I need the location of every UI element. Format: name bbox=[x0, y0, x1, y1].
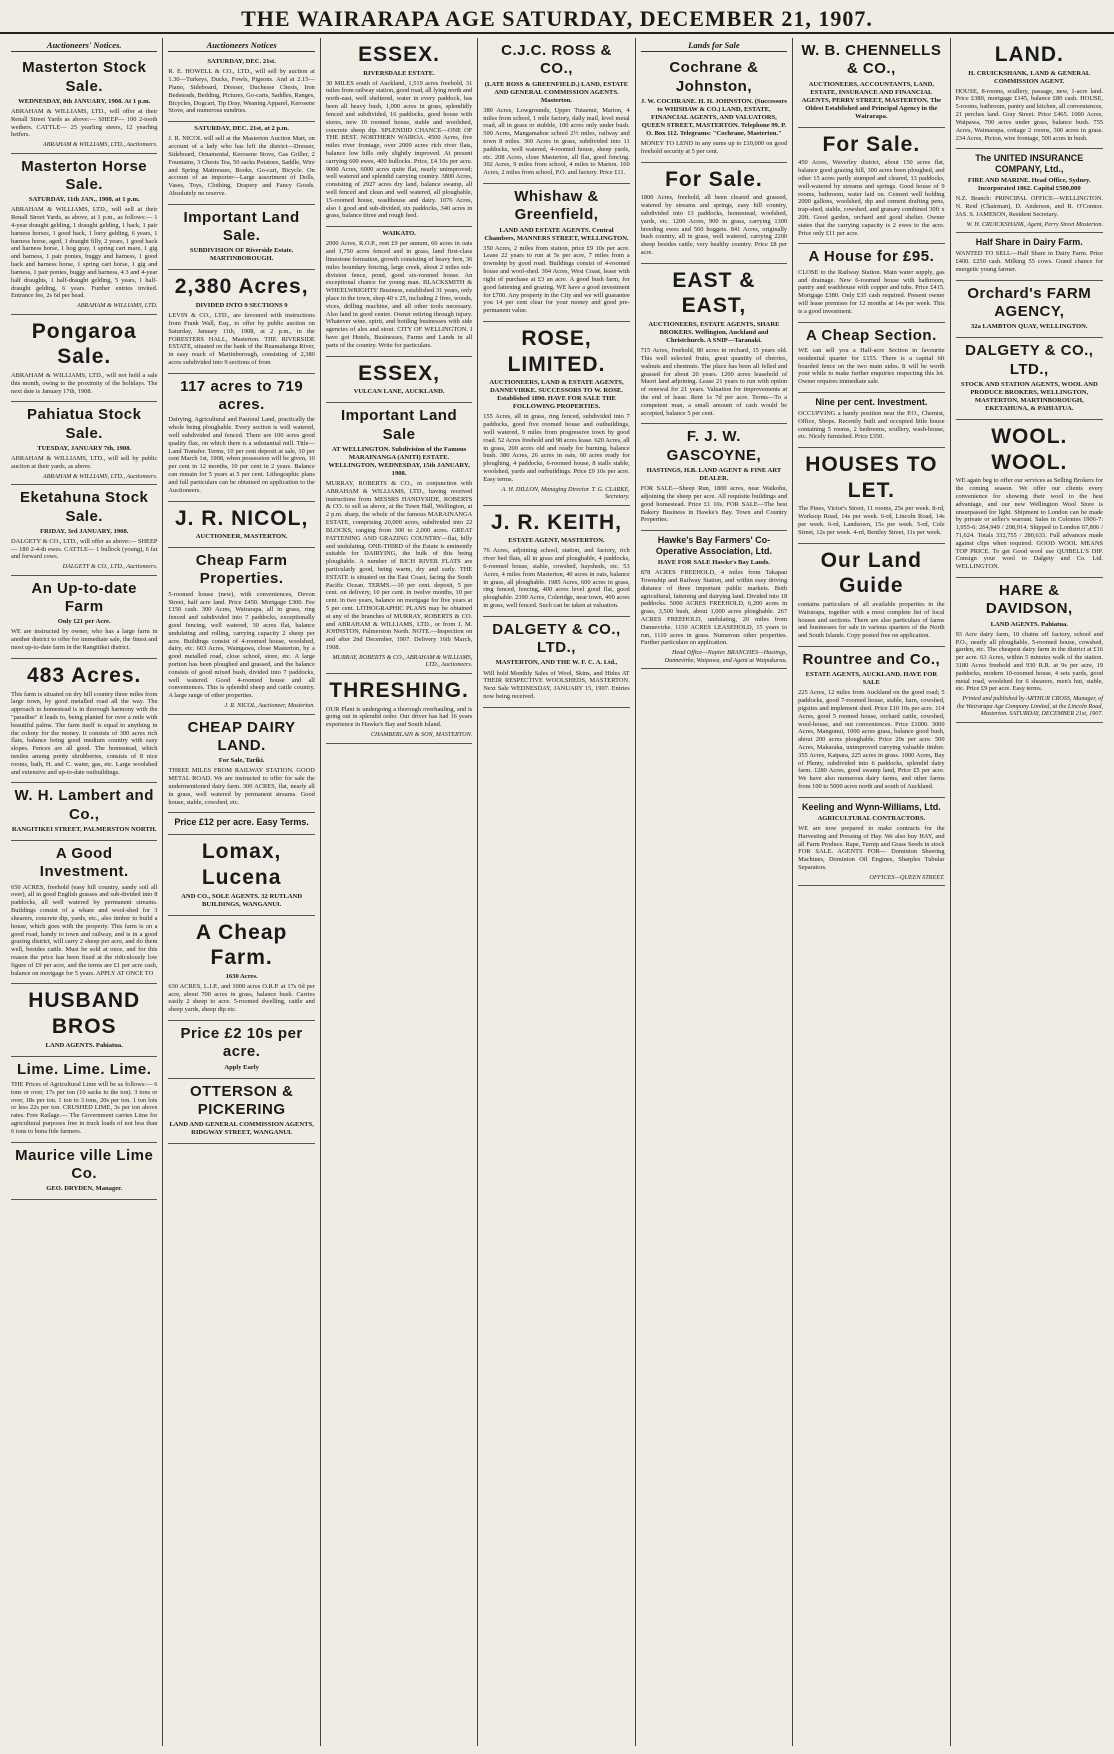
ad-body: 1800 Acres, freehold, all been cleared and grassed, watered by streams and springs, easy hill country, subdivided into 13 paddocks, homestead, woolshed, yards, etc. 1200 Acres, 900 in grass, carrying 1300 breeding ewes and 560 hoggets. 841 Acres, originally bush country, all in grass, well watered, carrying 2200 sheep besides cattle, very healthy country. Price £8 per acre. bbox=[640, 194, 788, 257]
ad-title: For Sale. bbox=[822, 132, 921, 156]
ad-title: HARE & DAVIDSON, bbox=[985, 582, 1073, 618]
ad-subtitle: ESTATE AGENTS, AUCKLAND. HAVE FOR SALE bbox=[805, 671, 938, 687]
ad-title: Lime. Lime. Lime. bbox=[17, 1060, 152, 1078]
ad-body: 155 Acres, all in grass, ring fenced, subdivided into 7 paddocks, good five roomed house and outbuildings, well watered, 9 miles from progressive town by good road. 52 Acres freehold and 98 acres lease. 620 Acres, all in grass, 200 acres old and ready for burning, balance bush. 380 Acres, 26 acres in oats, 60 acres ready for ploughing, 4 paddocks, 6-roomed house, 8 stalls stable, woolshed, yards and outbuildings. Price £9 10s per acre. Easy terms. bbox=[483, 413, 630, 483]
ad-subtitle: STOCK AND STATION AGENTS, WOOL AND PRODUCE BROKERS, WELLINGTON, MASTERTON, MARTINBOROUGH, EKETAHUNA, & PAHIATUA. bbox=[960, 380, 1098, 413]
ad-title: THRESHING. bbox=[329, 679, 469, 703]
advertisement bbox=[956, 233, 1103, 280]
advertisement bbox=[483, 184, 629, 322]
ad-signature: MURRAY, ROBERTS & CO., ABRAHAM & WILLIAMS, LTD., Auctioneers. bbox=[332, 653, 473, 669]
ad-signature: ABRAHAM & WILLIAMS, LTD., Auctioneers. bbox=[42, 141, 158, 149]
advertisement bbox=[168, 835, 314, 915]
ad-signature: Head Office—Napier. BRANCHES—Hastings, Dannevirke, Waipawa, and Agent at Waipukurau. bbox=[664, 649, 788, 664]
advertisement bbox=[956, 281, 1103, 339]
advertisement bbox=[168, 548, 314, 715]
ad-title: Important Land Sale. bbox=[183, 208, 300, 245]
ad-title: Nine per cent. Investment. bbox=[815, 397, 928, 408]
advertisement bbox=[798, 393, 944, 448]
column-3 bbox=[321, 38, 478, 1746]
ad-subtitle: FIRE AND MARINE. Head Office, Sydney. Incorporated 1862. Capital £500,000 bbox=[967, 177, 1091, 193]
ad-signature: ABRAHAM & WILLIAMS, LTD., Auctioneers. bbox=[42, 472, 158, 480]
ad-subtitle: (LATE ROSS & GREENFIELD.) LAND, ESTATE AND GENERAL COMMISSION AGENTS. Masterton. bbox=[484, 80, 629, 104]
ad-body: This farm is situated on dry hill country three miles from large town, by good metalled road all the way. The approach to homestead is in thorough harmony with the "paradise" it leads to, being planted for over a mile with beautiful palms. The farm itself is equal to anything in the colony for the money. It consists of 300 acres rich flats, balance being good medium country with easy slopes. Fences are all good. The homestead, which nestles among pretty shrubberies, consists of 8 nice rooms, bath, H. and C. water, gas, etc. Large woolshed and extensive and up-to-date outbuildings. bbox=[11, 690, 158, 776]
ad-body: MURRAY, ROBERTS & CO., in conjunction with ABRAHAM & WILLIAMS, LTD., having received instructions from MESSRS HANDYSIDE, ROBERTS & CO. to sell as above, at the Town Hall, Wellington, at 2 p.m. sharp, the whole of the famous MARAINANGA ESTATE, comprising 20,000 acres, subdivided into 22 BLOCKS, ranging from 300 to 2,000 acres. GREAT FATTENING AND GRAZING COUNTRY—flat, hilly and undulating. ONE-THIRD of the Estate is eminently suitable for DAIRYING, the bulk of this being ploughable. A number of RICH RIVER FLATS are particularly good, being warm, dry and early. THE ESTATE is situated on the East Coast, facing the South Pacific Ocean. TERMS.—10 per cent. deposit, 5 per cent. on delivery, 10 per cent. in twelve months, 10 per cent. in two years, balance on mortgage for five years at 5 per cent. LITHOGRAPHIC PLANS may be obtained at any of the branches of MURRAY, ROBERTS & CO. and ABRAHAM & WILLIAMS, LTD., or from J. M. JOHNSTON, Palmerston North. NOTE.—Inspection on and after 2nd December, 1907. Delivery 16th March, 1908. bbox=[325, 480, 473, 652]
ad-subtitle: For Sale, Tariki. bbox=[218, 757, 265, 765]
ad-body: 2000 Acres, R.O.P., rent £9 per annum, 60 acres in oats and 1,750 acres fenced and in grass, land first-class limestone formation, growth consisting of heavy fern, 36 miles boundary fencing, large creek, about 2 miles sub-division fence, pond, good six-roomed house. An exceptional chance for young man. BLACKSMITH & WHEELWRIGHTS' Business, established 31 years, only place in the town, shop 40 x 25, including 2 fires, woods, vices, drilling machine, and all other tools necessary. Also land in good centre. Owner retiring through injury. Whatever wine, spirit, and bottling businesses with side agencies of ales and stout. CITY OF WELLINGTON. I have got Hotels, Businesses, Farms and Lands in all parts of the country. Write for particulars. bbox=[325, 240, 473, 349]
advertisement bbox=[11, 576, 157, 659]
ad-title: Orchard's FARM AGENCY, bbox=[967, 284, 1092, 321]
ad-body: 225 Acres, 12 miles from Auckland on the good road; 5 paddocks, good 7-roomed house, stable, barn, cowshed, pigsties and implement shed. Price £10 10s per acre. 114 Acres, good 5 roomed house, orchard cattle, cowshed, wool-house, and out conveniences. Price £1000. 3000 Acres, Mangonui, 1000 acres grass, balance good bush, about 200 acres ploughable. Price 20s per acre. 500 Acres, Makaraka, unimproved carrying valuable timber. 355 Acres, Kaipara, 225 acres in grass. 1000 Acres, Bay of Plenty, subdivided into 6 paddocks, splendid dairy farm. 1280 Acres, good swamp land, Price £5 per acre. We have also numerous dairy farms, and other farms from 100 to 5000 acres north and south of Auckland. bbox=[798, 689, 945, 791]
ad-title: ESSEX. bbox=[358, 43, 440, 66]
advertisement bbox=[168, 122, 314, 205]
ad-body: 650 ACRES, freehold (easy hill country, sandy soil all over), all in good English grasses and sub-divided into 8 paddocks, all well watered by permanent streams. Buildings consist of a whare and wool-shed for 3 shearers, concrete dip, yards, etc., also timber to build a house, which goes with the property. This farm is on a good road, handy to town and railway, and is in a good grazing district, will carry 2 sheep per acre, and do them well, besides cattle. Must be sold at once, and for this reason the price has been fixed at the ridiculously low figure of £9 per acre, and the terms are £1 per acre cash, balance on mortgage for 5 years. APPLY AT ONCE TO bbox=[11, 883, 158, 977]
ad-title: ROSE, LIMITED. bbox=[507, 326, 606, 376]
ad-subtitle: Only £21 per Acre. bbox=[57, 618, 111, 626]
advertisement bbox=[11, 1057, 157, 1143]
ad-body: Dairying, Agricultural and Pastoral Land, practically the whole being ploughable. Every section is well watered, well subdivided and fenced. There are 100 acres good quality flax, on which there is a substantial mill. Title—Land Transfer. Terms, 10 per cent deposit at sale, 10 per cent March 1st, 1908, when possession will be given, 10 per cent in 12 months, 10 per cent in 2 years. Balance can remain for 5 years at 5 per cent. Lithographic plans and full particulars can be obtained on application to the Auctioneers. bbox=[168, 416, 315, 494]
ad-title: W. H. Lambert and Co., bbox=[14, 787, 154, 823]
ad-title: Pongaroa Sale. bbox=[31, 319, 137, 369]
advertisement bbox=[956, 338, 1103, 420]
ad-title: A Good Investment. bbox=[39, 845, 129, 881]
ad-body: 30 MILES south of Auckland, 1,519 acres freehold, 31 miles from railway station, good road, all lying north and north-east, well sheltered, water in every paddock, has been all heavy bush, 1,000 acres in grass, splendidly fenced and subdivided, 16 paddocks, good house with stores, new 10 roomed house, stable and woolshed, concrete sheep dip. SPLENDID CHANCE—ONE OF THE BEST. NORTHERN WAIROA. 4500 Acres, five miles river frontage, over 2000 acres rich river flats, balance low hills only slightly improved. At present carrying 600 ewes, 400 bullocks. Price, £4 10s per acre. 9000 Acres, 6000 acres quite flat, nearly unimproved; well watered and splendid carrying country. 3800 Acres, consisting of 2927 acres dry land, balance swamp, all well fenced and clean and well watered, all ploughable, 15-roomed house, washhouse and dairy. 1076 Acres, also 1 good and sub-divided, six paddocks, 340 acres in grass, balance titree and rough feed. bbox=[325, 79, 473, 220]
ad-body: THREE MILES FROM RAILWAY STATION. GOOD METAL ROAD. We are instructed to offer for sale the undermentioned dairy farm. 300 ACRES, flat, nearly all in grass, well watered by permanent streams. Good house, stable, cowshed, etc. bbox=[168, 767, 315, 806]
advertisement bbox=[11, 315, 157, 403]
ad-subtitle: GEO. DRYDEN, Manager. bbox=[46, 1185, 123, 1193]
ad-subtitle: LAND AND GENERAL COMMISSION AGENTS, RIDGWAY STREET, WANGANUI. bbox=[169, 1121, 314, 1137]
ad-title: F. J. W. GASCOYNE, bbox=[666, 428, 762, 464]
ad-body: DALGETY & CO., LTD., will offer as above:— SHEEP— 180 2-4-th ewes. CATTLE— 1 bullock (young), 6 fat and forward cows. bbox=[11, 537, 158, 561]
advertisement bbox=[326, 357, 472, 404]
ad-title: DALGETY & CO., LTD., bbox=[492, 620, 621, 657]
ad-title: 117 acres to 719 acres. bbox=[180, 377, 304, 414]
advertisement bbox=[168, 916, 314, 1022]
ad-subtitle: AUCTIONEERS, ACCOUNTANTS, LAND, ESTATE, INSURANCE AND FINANCIAL AGENTS, PERRY STREET, MASTERTON. The Oldest Established and Principal Agency in the Wairarapa. bbox=[801, 80, 942, 120]
ad-title: EAST & EAST, bbox=[672, 268, 756, 318]
ad-title: HUSBAND BROS bbox=[28, 989, 141, 1039]
ad-title: OTTERSON & PICKERING bbox=[189, 1082, 294, 1119]
ad-body: ABRAHAM & WILLIAMS, LTD., will sell at their Renall Street Yards, as above, at 1 p.m., as follows:— 1 4-year draught gelding, 1 draught gelding, 1 hack, 1 pair harness horses, 1 good hack, 1 lorry gelding, 6 years, 1 harness horse, aged, 1 draught filly, 2 years, 1 good hack and harness horse, 1 hog gray, 1 spring cart mare, 1 gig and harness, 1 pair ponies, buggy and harness, 1 good hack and harness horse, 1 spring cart horse, 1 gig and harness, 1 pair ponies, buggy and harness, 4 3 and 4-year half draughts, 1 half-draught gelding, 5 years, 1 half-draught gelding, 6 years. Further entries invited. Entrance fee, 2s 6d per head. bbox=[11, 206, 158, 300]
advertisement bbox=[11, 55, 157, 153]
column-1 bbox=[6, 38, 163, 1746]
advertisement bbox=[798, 323, 944, 393]
ad-title: J. R. KEITH, bbox=[490, 510, 622, 534]
ad-body: WE can sell you a Half-acre Section in favourite residential quarter for £155. There is a capital 6ft boarded fence on the two main sides. It will be worth your while to make further enquiries respecting this lot. Owner requires immediate sale. bbox=[798, 346, 945, 386]
advertisement bbox=[11, 984, 157, 1056]
ad-body: FOR SALE—Sheep Run, 1800 acres, near Waikohu, adjoining the sheep per acre. All requisite buildings and good homestead. Price £1 10s. FOR SALE—The best Bakery Business in Hawke's Bay. Town and Country Properties. bbox=[640, 485, 788, 524]
advertisement bbox=[11, 485, 157, 576]
advertisement bbox=[326, 674, 472, 744]
advertisement bbox=[641, 424, 787, 531]
advertisement bbox=[168, 374, 314, 502]
ad-subtitle: FRIDAY, 3rd JANUARY, 1908. bbox=[39, 527, 129, 535]
ad-subtitle: AT WELLINGTON. Subdivision of the Famous MARAINANGA (ANITI) ESTATE. WELLINGTON, WEDNESDAY, 15th JANUARY, 1908. bbox=[328, 445, 470, 477]
advertisement bbox=[798, 244, 944, 322]
ad-subtitle: MASTERTON, AND THE W. F. C. A. Ltd., bbox=[495, 659, 618, 667]
ad-title: Eketahuna Stock Sale. bbox=[20, 489, 149, 525]
newspaper-page bbox=[6, 38, 1108, 1746]
ad-body: LEVIN & CO., LTD., are favoured with instructions from Frank Wall, Esq., to offer by public auction on Saturday, January 11th, 1908, at 2 p.m., in the FORESTERS HALL, Masterton. THE RIVERSIDE ESTATE, situated on the bank of the Ruamahanga River, in easy reach of Martinborough, consisting of 2,380 acres subdivided into 9 sections of from bbox=[168, 312, 315, 366]
ad-title: Masterton Stock Sale. bbox=[22, 59, 147, 95]
ad-body: MONEY TO LEND in any sums up to £10,000 on good freehold security at 5 per cent. bbox=[640, 140, 788, 155]
advertisement bbox=[641, 163, 787, 264]
ad-title: For Sale. bbox=[665, 167, 763, 191]
ad-body: Will hold Monthly Sales of Wool, Skins, and Hides AT THEIR RESPECTIVE WOOLSHEDS, MASTERTON. Next Sale WEDNESDAY, JANUARY 15, 1907. Entries now being received. bbox=[483, 669, 630, 700]
ad-subtitle: AUCTIONEER, MASTERTON. bbox=[195, 533, 288, 541]
ad-title: WOOL. WOOL. bbox=[991, 425, 1068, 474]
ad-title: Cheap Farm Properties. bbox=[195, 552, 288, 588]
ad-title: Half Share in Dairy Farm. bbox=[975, 237, 1083, 248]
advertisement bbox=[798, 448, 944, 543]
advertisement bbox=[168, 813, 314, 835]
ad-subtitle: WAIKATO. bbox=[382, 230, 416, 238]
advertisement bbox=[956, 578, 1103, 723]
ad-body: HOUSE, 8-rooms, scullery, passage, new, 1-acre land. Price £380, mortgage £145, balance £80 cash. HOUSE, 5-rooms, bathroom, pantry and kitchen, all conveniences, 21 perches land. Gray Street. Price £465. 1000 Acres, Waipawa, 700 acres under grass, balance bush. 755 Acres, Waimarapa, cottage 2 rooms, 300 acres in grass. 234 Acres, Picton, wire frontage, 500 acres in bush. bbox=[955, 87, 1103, 142]
ad-body: CLOSE to the Railway Station. Main water supply, gas and drainage. New 6-roomed house with bathroom, pantry and washhouse with copper and tubs. Price £415. Mortgage £380. Only £35 cash required. Present owner will lease premises for 12 months at 14s per week. This is a good investment. bbox=[798, 268, 945, 315]
ad-signature: CHAMBERLAIN & SON, MASTERTON. bbox=[370, 731, 473, 739]
ad-subtitle: TUESDAY, JANUARY 7th, 1908. bbox=[37, 444, 132, 452]
ad-signature: W. H. CRUICKSHANK, Agent, Perry Street Masterton. bbox=[966, 220, 1103, 228]
masthead: THE WAIRARAPA AGE SATURDAY, DECEMBER 21, 1907. bbox=[0, 0, 1114, 34]
ad-subtitle: AGRICULTURAL CONTRACTORS. bbox=[817, 814, 926, 822]
advertisement bbox=[798, 647, 944, 798]
ad-body: 76 Acres, adjoining school, station, and factory, rich river bed flats, all in grass and ploughable, 4 paddocks, 6-roomed house, stable, cowshed, haysheds, etc. 53 Acres, 4 miles from Masterton, 40 acres in oats, balance in grass, all ploughable. 1985 Acres, 600 acres in grass, ring fenced, fencing, 400 acres level good flat, good ploughable. 2390 Acres, Coleridge, near town, 400 acres in grass, well fenced. Such can be taken at valuation. bbox=[483, 547, 630, 610]
ad-subtitle: VULCAN LANE, AUCKLAND. bbox=[353, 388, 445, 396]
ad-body: 630 ACRES, L.I.P., and 1000 acres O.R.P. at 17s 6d per acre, about 700 acres in grass, balance bush. Carries easily 2 sheep to acre. 5-roomed dwelling, cattle and sheep yards, sheep dip etc. bbox=[168, 982, 315, 1014]
ad-subtitle: DIVIDED INTO 9 SECTIONS 9 bbox=[195, 302, 288, 310]
ad-title: A House for £95. bbox=[808, 248, 935, 266]
ad-title: Important Land Sale bbox=[340, 407, 458, 443]
ad-subtitle: 32a LAMBTON QUAY, WELLINGTON. bbox=[970, 323, 1088, 331]
ad-subtitle: 1630 Acres. bbox=[225, 972, 258, 980]
ad-title: The UNITED INSURANCE COMPANY, Ltd., bbox=[975, 153, 1084, 175]
ad-title: J. R. NICOL, bbox=[174, 506, 309, 530]
ad-signature: ABRAHAM & WILLIAMS, LTD. bbox=[76, 302, 158, 310]
ad-body: WE again beg to offer our services as Selling Brokers for the coming season. We offer our clients every convenience for showing their wool to the best advantage, and our new Wellington Wool Store is unsurpassed for light. Shipment to London can be made by private or seller's warrant. Sales in Colonies 1906-7: 1,955-6: 264,949 / 208,914. Shipped to London 67,806 / 71,624. Totals 332,755 / 280,633. Full advances made against clips when required. GOOD WOOL MEANS TOP PRICE. To get Good wool use QUIBELL'S DIP. Consign your wool to Dalgety and Co. Ltd. WELLINGTON. bbox=[955, 477, 1103, 571]
ad-title: Keeling and Wynn-Williams, Ltd. bbox=[801, 801, 941, 812]
advertisement bbox=[168, 1079, 314, 1145]
column-header: Lands for Sale bbox=[641, 40, 787, 52]
ad-subtitle: AND CO., SOLE AGENTS. 32 RUTLAND BUILDINGS, WANGANUI. bbox=[181, 892, 303, 908]
ad-subtitle: SATURDAY, DEC. 21st, at 2 p.m. bbox=[194, 125, 289, 133]
ad-body: The Pines, Victor's Street, 11 rooms, 25s per week. 8-rd, Worksop Road, 14s per week. 6-rd, Lincoln Road, 14s per week. 6-rd, Landsown, 15s per week. 5-rd, Cole Street, 12s per week. 4-rd, Bentley Street, 11s per week. bbox=[798, 505, 945, 536]
advertisement bbox=[641, 264, 787, 425]
ad-subtitle: HAVE FOR SALE Hawke's Bay Lands. bbox=[657, 559, 770, 567]
ad-subtitle: AUCTIONEERS, ESTATE AGENTS, SHARE BROKERS. Wellington, Auckland and Christchurch. A SNIP—Taranaki. bbox=[648, 321, 780, 345]
ad-subtitle: SATURDAY, DEC. 21st. bbox=[207, 58, 276, 66]
ad-subtitle: ESTATE AGENT, MASTERTON. bbox=[508, 537, 605, 545]
ad-title: Pahiatua Stock Sale. bbox=[26, 406, 142, 442]
advertisement bbox=[956, 149, 1103, 233]
column-2 bbox=[163, 38, 320, 1746]
ad-signature: DALGETY & CO., LTD., Auctioneers. bbox=[62, 563, 158, 571]
ad-title: W. B. CHENNELLS & CO., bbox=[801, 42, 942, 78]
ad-subtitle: WEDNESDAY, 8th JANUARY, 1908. At 1 p.m. bbox=[18, 97, 151, 105]
ad-body: THE Prices of Agricultural Lime will be as follows:— 6 tons or over, 17s per ton (10 sacks to the ton). 3 tons or over, 18s per ton. 1 ton to 3 tons, 20s per ton. 1 ton lots or less 22s per ton. CRUSHED LIME, 3s per ton above rates. Free Railage.— The Government carries Lime for agricultural purposes free in truck loads of not less than 6 tons to bona fide farmers. bbox=[11, 1080, 158, 1135]
advertisement bbox=[483, 506, 629, 617]
ad-subtitle: H. CRUICKSHANK, LAND & GENERAL COMMISSION AGENT. bbox=[968, 69, 1091, 85]
column-7 bbox=[951, 38, 1108, 1746]
advertisement bbox=[326, 38, 472, 227]
advertisement bbox=[483, 617, 629, 708]
ad-title: Our Land Guide bbox=[820, 548, 923, 598]
advertisement bbox=[641, 55, 787, 162]
advertisement bbox=[168, 55, 314, 122]
advertisement bbox=[956, 420, 1103, 578]
advertisement bbox=[956, 38, 1103, 149]
ad-body: WE are instructed by owner, who has a large farm in another district to offer for immediate sale, the finest and most up-to-date farm in the Rangitikei district. bbox=[11, 628, 158, 652]
ad-body: ABRAHAM & WILLIAMS, LTD., will offer at their Renall Street Yards as above:— SHEEP— 100 2-tooth wethers. CATTLE— 25 yearling steers, 12 yearling heifers. bbox=[11, 107, 158, 139]
ad-title: Lomax, Lucena bbox=[201, 840, 282, 889]
advertisement bbox=[11, 402, 157, 485]
column-header: Auctioneers' Notices. bbox=[11, 40, 157, 52]
ad-body: 715 Acres, freehold, 80 acres in orchard, 15 years old. This well selected fruits, great quantity of cherries, walnuts and chestnuts. The place has been all felled and grassed for about 20 years. 1200 acres leasehold of Maori land adjoining. Lease 21 years to run with option of renewal for 21 years. Valuation for improvements at the end of lease. Rent 1s 7d per acre. Terms—To a competent man, a small amount of cash would be accepted, balance 5 per cent. bbox=[640, 347, 788, 417]
ad-title: Whishaw & Greenfield, bbox=[514, 188, 599, 224]
ad-title: A Cheap Farm. bbox=[195, 920, 288, 970]
ad-signature: A. H. DILLON, Managing Director. T. G. CLARKE, Secretary. bbox=[501, 485, 630, 501]
advertisement bbox=[483, 322, 629, 506]
ad-title: C.J.C. ROSS & CO., bbox=[501, 42, 612, 78]
ad-title: A Cheap Section. bbox=[805, 326, 937, 344]
ad-subtitle: SATURDAY, 11th JAN., 1908, at 1 p.m. bbox=[28, 196, 140, 204]
ad-subtitle: RIVERSDALE ESTATE. bbox=[363, 69, 435, 77]
ad-signature: Printed and published by ARTHUR CROSS, Manager, of the Wairarapa Age Company Limited, at the Lincoln Road, Masterton. SATURDAY, DECEMBER 21st, 1907. bbox=[956, 695, 1103, 718]
advertisement bbox=[483, 38, 629, 184]
ad-title: Rountree and Co., bbox=[802, 650, 941, 668]
advertisement bbox=[168, 715, 314, 814]
advertisement bbox=[168, 270, 314, 373]
ad-title: Cochrane & Johnston, bbox=[669, 59, 759, 95]
advertisement bbox=[326, 403, 472, 674]
ad-title: LAND. bbox=[994, 43, 1064, 66]
advertisement bbox=[168, 205, 314, 271]
ad-body: 5-roomed house (new), with conveniences, Devon Street, half acre land. Price £450. Mortgage £300. Fee £150 cash. 300 Acres, Wairarapa, all in grass, ring fenced and subdivided into 7 paddocks, exceptionally good fencing, well watered, 30 acres flat, balance undulating and rolling, carrying capacity 2 sheep per acre. Buildings consist of 4-roomed house, woolshed, dairy, etc. 603 Acres, Waingawa, close Masterton, by a good metalled road, close school, store, etc. A large portion has been ploughed and grassed, and the balance consists of good mixed bush, divided into 7 paddocks, well watered. Good 4-roomed house and all conveniences. This is splendid sheep and cattle country. A large range of other properties. bbox=[168, 590, 315, 700]
ad-subtitle: LAND AGENTS. Pahiatua. bbox=[45, 1041, 123, 1049]
ad-title: Price £2 10s per acre. bbox=[180, 1025, 303, 1061]
column-5 bbox=[636, 38, 793, 1746]
ad-subtitle: AUCTIONEERS, LAND & ESTATE AGENTS, DANNEVIRKE. SUCCESSORS TO W. ROSE. Established 1890. HAVE FOR SALE THE FOLLOWING PROPERTIES. bbox=[489, 379, 624, 411]
ad-title: Hawke's Bay Farmers' Co-Operative Association, Ltd. bbox=[655, 535, 773, 557]
ad-body: WANTED TO SELL—Half Share in Dairy Farm. Price £400. £250 cash. Milking 55 cows. Grand chance for energetic young farmer. bbox=[955, 250, 1103, 273]
ad-signature: J. R. NICOL, Auctioneer, Masterton. bbox=[224, 702, 315, 710]
advertisement bbox=[11, 1143, 157, 1201]
ad-body: 350 Acres, 2 miles from station, price £9 10s per acre. Lease 22 years to run at 5s per acre, 7 miles from a township by good road. Buildings consist of 4-roomed house and wool-shed. 394 Acres, West Coast, lease with right of purchase at £3 an acre. A good bush farm, for good fattening and grazing. WE have a good investment for £700. Any property in the City and we will guarantee you 14 per cent clear for your money and good pre-permanent value. bbox=[483, 244, 630, 315]
ad-title: HOUSES TO LET. bbox=[805, 453, 938, 502]
ad-body: OUR Plant is undergoing a thorough overhauling, and is going out in splendid order. Our driver has had 16 years experience in Hawke's Bay and South Island. bbox=[325, 705, 473, 729]
ad-title: 483 Acres. bbox=[27, 663, 142, 687]
ad-body: 380 Acres, Lowgrounds, Upper Tutaenui, Marton, 4 miles from school, 1 mile factory, daily mail, level metal road, all in grass or stubble, 100 acres only under bush. 500 Acres, Mangamahoe school 2½ miles, railway and town 8 miles. 360 Acres in grass, subdivided into 11 paddocks, well watered, 4-roomed house, sheep yards, etc. 208 Acres, close Masterton, all flat, good fencing. 302 Acres, 9 miles from school, 4 miles to Marton. 160 Acres, 2 miles from school, P.O. and factory. Price £11. bbox=[483, 106, 630, 177]
advertisement bbox=[11, 659, 157, 784]
advertisement bbox=[798, 544, 944, 647]
column-4 bbox=[478, 38, 635, 1746]
advertisement bbox=[641, 531, 787, 669]
ad-subtitle: SUBDIVISION OF Riverside Estate. MARTINBOROUGH. bbox=[189, 247, 294, 263]
advertisement bbox=[798, 798, 944, 886]
ad-body: contains particulars of all available properties in the Wairarapa, together with a most complete list of local houses and sections. There are also particulars of farms and businesses for sale in various quarters of the North and South Islands. Copy posted free on application. bbox=[798, 600, 945, 640]
ad-title: An Up-to-date Farm bbox=[31, 579, 138, 616]
ad-title: Maurice ville Lime Co. bbox=[15, 1146, 154, 1182]
advertisement bbox=[168, 1021, 314, 1079]
ad-body: WE are now prepared to make contracts for the Harvesting and Pressing of Hay. We also buy HAY, and all Farm Produce. Rape, Turnip and Grass Seeds in stock FOR SALE. AGENTS FOR— Dominion Sheering Machines, Dominion Oil Engines, Sharples Tubular Separators. bbox=[798, 824, 945, 871]
advertisement bbox=[11, 154, 157, 315]
ad-body: 93 Acre dairy farm, 10 chains off factory, school and P.O., nearly all ploughable, 5-roomed house, cowshed, garden, etc. The cheapest dairy farm in the district at £16 per acre. 63 Acres, within 5 minutes walk of the station. 3180 Acres freehold and 930 R.R. at 9s per acre, 19 paddocks, modern 10-roomed house, 4 sets yards, good metal road, woolshed for 6 shearers, men's hut, stable, etc. Price £9 per acre. Easy terms. bbox=[955, 630, 1103, 693]
ad-subtitle: LAND AGENTS. Pahiatua. bbox=[990, 620, 1068, 628]
ad-body: 878 ACRES FREEHOLD, 4 miles from Takapau Township and Railway Station, and within easy driving distance of three important public markets. Both agricultural, fattening and dairying land. Divided into 18 paddocks. 5000 ACRES FREEHOLD, 6,200 acres in grass, 3,500 bush, about 1,000 acres ploughable. 267 ACRES FREEHOLD, undulating, 20 miles from Dannevirke. 1150 ACRES LEASEHOLD, 15 years to run, 1110 acres in grass. Numerous other properties. Further particulars on application. bbox=[640, 569, 788, 647]
advertisement bbox=[168, 502, 314, 549]
ad-body: ABRAHAM & WILLIAMS, LTD., will not hold a sale this month, owing to the proximity of the holidays. The next date is January 17th, 1908. bbox=[11, 371, 158, 395]
advertisement bbox=[798, 38, 944, 128]
ad-subtitle: HASTINGS, H.B. LAND AGENT & FINE ART DEALER. bbox=[646, 467, 782, 483]
ad-body: R. E. HOWELL & CO., LTD., will sell by auction at 1.30—Turkeys, Ducks, Fowls, Pigeons. And at 2.15—Piano, Sideboard, Dresser, Duchesse Chests, Iron Bedsteads, Bedding, Pictures, Go-carts, Saddles, Ranges, Bicycles, Dogcart, Tip Dray, Weaning Apparel, Kerosene Stove, and numerous sundries. bbox=[168, 68, 315, 115]
ad-title: CHEAP DAIRY LAND. bbox=[187, 718, 296, 754]
advertisement bbox=[11, 841, 157, 984]
ad-subtitle: LAND AND ESTATE AGENTS. Central Chambers, MANNERS STREET, WELLINGTON. bbox=[484, 226, 629, 242]
ad-title: Price £12 per acre. Easy Terms. bbox=[174, 817, 309, 828]
ad-title: ESSEX, bbox=[358, 361, 440, 385]
ad-subtitle: Apply Early bbox=[224, 1063, 259, 1071]
advertisement bbox=[326, 227, 472, 356]
ad-title: DALGETY & CO., LTD., bbox=[965, 342, 1094, 378]
ad-body: OCCUPYING a handy position near the P.O., Chemist, Office, Shops. Recently built and occupied little house containing 5 rooms, 2 bedrooms, scullery, wash-house, etc. Nicely furnished. Price £350. bbox=[798, 409, 945, 441]
advertisement bbox=[798, 128, 944, 245]
ad-body: 450 Acres, Waverley district, about 150 acres flat, balance good grazing hill, 300 acres been ploughed, and other 15 acres partly stumped and cleared, 13 paddocks, well-watered by streams and springs. Good house of 9 rooms, bathroom, water laid on. Cement well holding 2000 gallons, woolshed, dip and cement drafting pens, trap-shed, stable, cowshed, and granary combined 30ft x 20ft. Good garden, orchard and good shelter. Owner states that the carrying capacity is 2 ewes to the acre. Price only £11 per acre. bbox=[798, 159, 945, 237]
ad-subtitle: J. W. COCHRANE. H. H. JOHNSTON. (Successors to WHISHAW & CO.) LAND, ESTATE, FINANCIAL AGENTS, AND VALUATORS, QUEEN STREET, MASTERTON. Telephone 99. P. O. Box 112. Telegrams: "Cochrane, Masterton." bbox=[640, 97, 787, 138]
ad-title: Masterton Horse Sale. bbox=[21, 157, 148, 194]
ad-subtitle: RANGITIKEI STREET, PALMERSTON NORTH. bbox=[11, 826, 157, 834]
ad-signature: OFFICES—QUEEN STREET. bbox=[869, 873, 945, 881]
column-header: Auctioneers Notices bbox=[168, 40, 314, 52]
ad-title: 2,380 Acres, bbox=[174, 275, 309, 299]
advertisement bbox=[11, 783, 157, 841]
column-6 bbox=[793, 38, 950, 1746]
ad-body: N.Z. Branch: PRINCIPAL OFFICE—WELLINGTON. N. Reid (Chairman), D. Anderson, and R. O'Connor. JAS. S. JAMESON, Resident Secretary. bbox=[955, 195, 1103, 218]
ad-body: ABRAHAM & WILLIAMS, LTD., will sell by public auction at their yards, as above. bbox=[11, 455, 158, 470]
ad-body: J. R. NICOL will sell at the Masterton Auction Mart, on account of a lady who has left the district—Dresser, Sideboard, Ornamental, Kerosene Stove, Gas Griller, 2 Fountains, 3 Chests Tea, 50 sacks Potatoes, Saddle, Wire and Spring Mattresses, Books, Go-cart, Bicycle. On account of an importer—Large assortment of Dolls, Vases, Toys, Clothing, Drapery and Fancy Goods. Absolutely no reserve. bbox=[168, 135, 315, 197]
